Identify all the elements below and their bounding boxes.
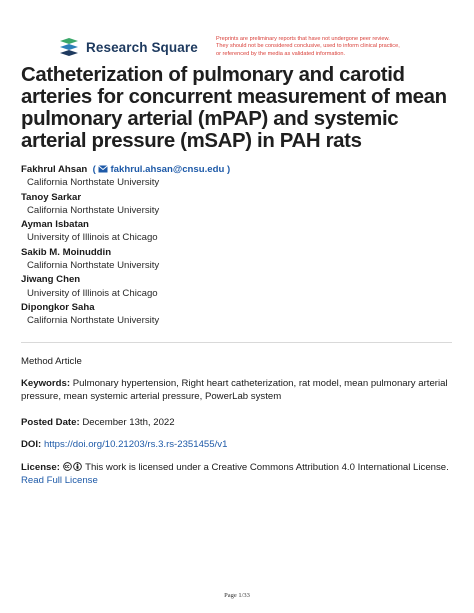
keywords: [21, 377, 453, 404]
author-name: Sakib M. Moinuddin: [21, 246, 112, 258]
read-full-license-link[interactable]: Read Full License: [21, 475, 98, 487]
preprint-disclaimer: [216, 36, 446, 58]
posted-date-label: Posted Date:: [21, 417, 80, 428]
author-entry: [21, 246, 451, 259]
author-entry: [21, 191, 451, 204]
author-entry: [21, 301, 451, 314]
doi-label: DOI:: [21, 439, 42, 450]
license: [21, 461, 453, 488]
author-name: Dipongkor Saha: [21, 302, 95, 314]
keywords-label: Keywords:: [21, 378, 71, 389]
by-icon: [73, 462, 82, 471]
cc-icon: [63, 462, 72, 471]
keywords-text: Pulmonary hypertension, Right heart catheterization, rat model, mean pulmonary arterial pressure, mean systemic arterial pressure, PowerLab system: [21, 378, 448, 403]
author-affiliation: California Northstate University: [27, 177, 160, 189]
author-name: Fakhrul Ahsan: [21, 164, 88, 175]
page-number: Page 1/33: [224, 592, 250, 599]
author-affiliation: University of Illinois at Chicago: [27, 287, 158, 299]
article-title: Catheterization of pulmonary and carotid arteries for concurrent measurement of mean pulmonary arterial (mPAP) and systemic arterial pressure (mSAP) in PAH rats: [21, 64, 447, 152]
disclaimer-line: Preprints are preliminary reports that have not undergone peer review.: [216, 36, 390, 42]
author-name: Jiwang Chen: [21, 274, 81, 286]
author-affiliation: California Northstate University: [27, 315, 160, 327]
posted-date: [21, 416, 453, 429]
doi-link[interactable]: https://doi.org/10.21203/rs.3.rs-2351455/v1: [43, 439, 228, 450]
author-entry: [21, 163, 451, 176]
author-name: Ayman Isbatan: [21, 219, 89, 231]
license-text: This work is licensed under a Creative Commons Attribution 4.0 International License.: [85, 462, 449, 473]
author-name: Tanoy Sarkar: [21, 191, 82, 203]
author-affiliation: California Northstate University: [27, 204, 160, 216]
author-entry: [21, 273, 451, 286]
posted-date-value: December 13th, 2022: [82, 417, 175, 428]
section-divider: [21, 342, 452, 343]
envelope-icon: [98, 165, 108, 173]
author-email-text: fakhrul.ahsan@cnsu.edu: [110, 164, 225, 175]
author-list: [21, 163, 451, 329]
research-square-logo[interactable]: [58, 38, 198, 56]
author-affiliation: University of Illinois at Chicago: [27, 232, 158, 244]
license-label: License:: [21, 462, 60, 473]
author-entry: [21, 218, 451, 231]
disclaimer-line: or referenced by the media as validated information.: [216, 50, 346, 57]
research-square-logo-icon: [58, 38, 80, 56]
disclaimer-line: They should not be considered conclusive, used to inform clinical practice,: [216, 43, 400, 50]
doi: [21, 438, 453, 451]
logo-text: Research Square: [86, 39, 198, 55]
article-type: Method Article: [21, 356, 82, 367]
author-affiliation: California Northstate University: [27, 260, 160, 272]
author-email-link[interactable]: ( fakhrul.ahsan@cnsu.edu ): [89, 164, 231, 175]
